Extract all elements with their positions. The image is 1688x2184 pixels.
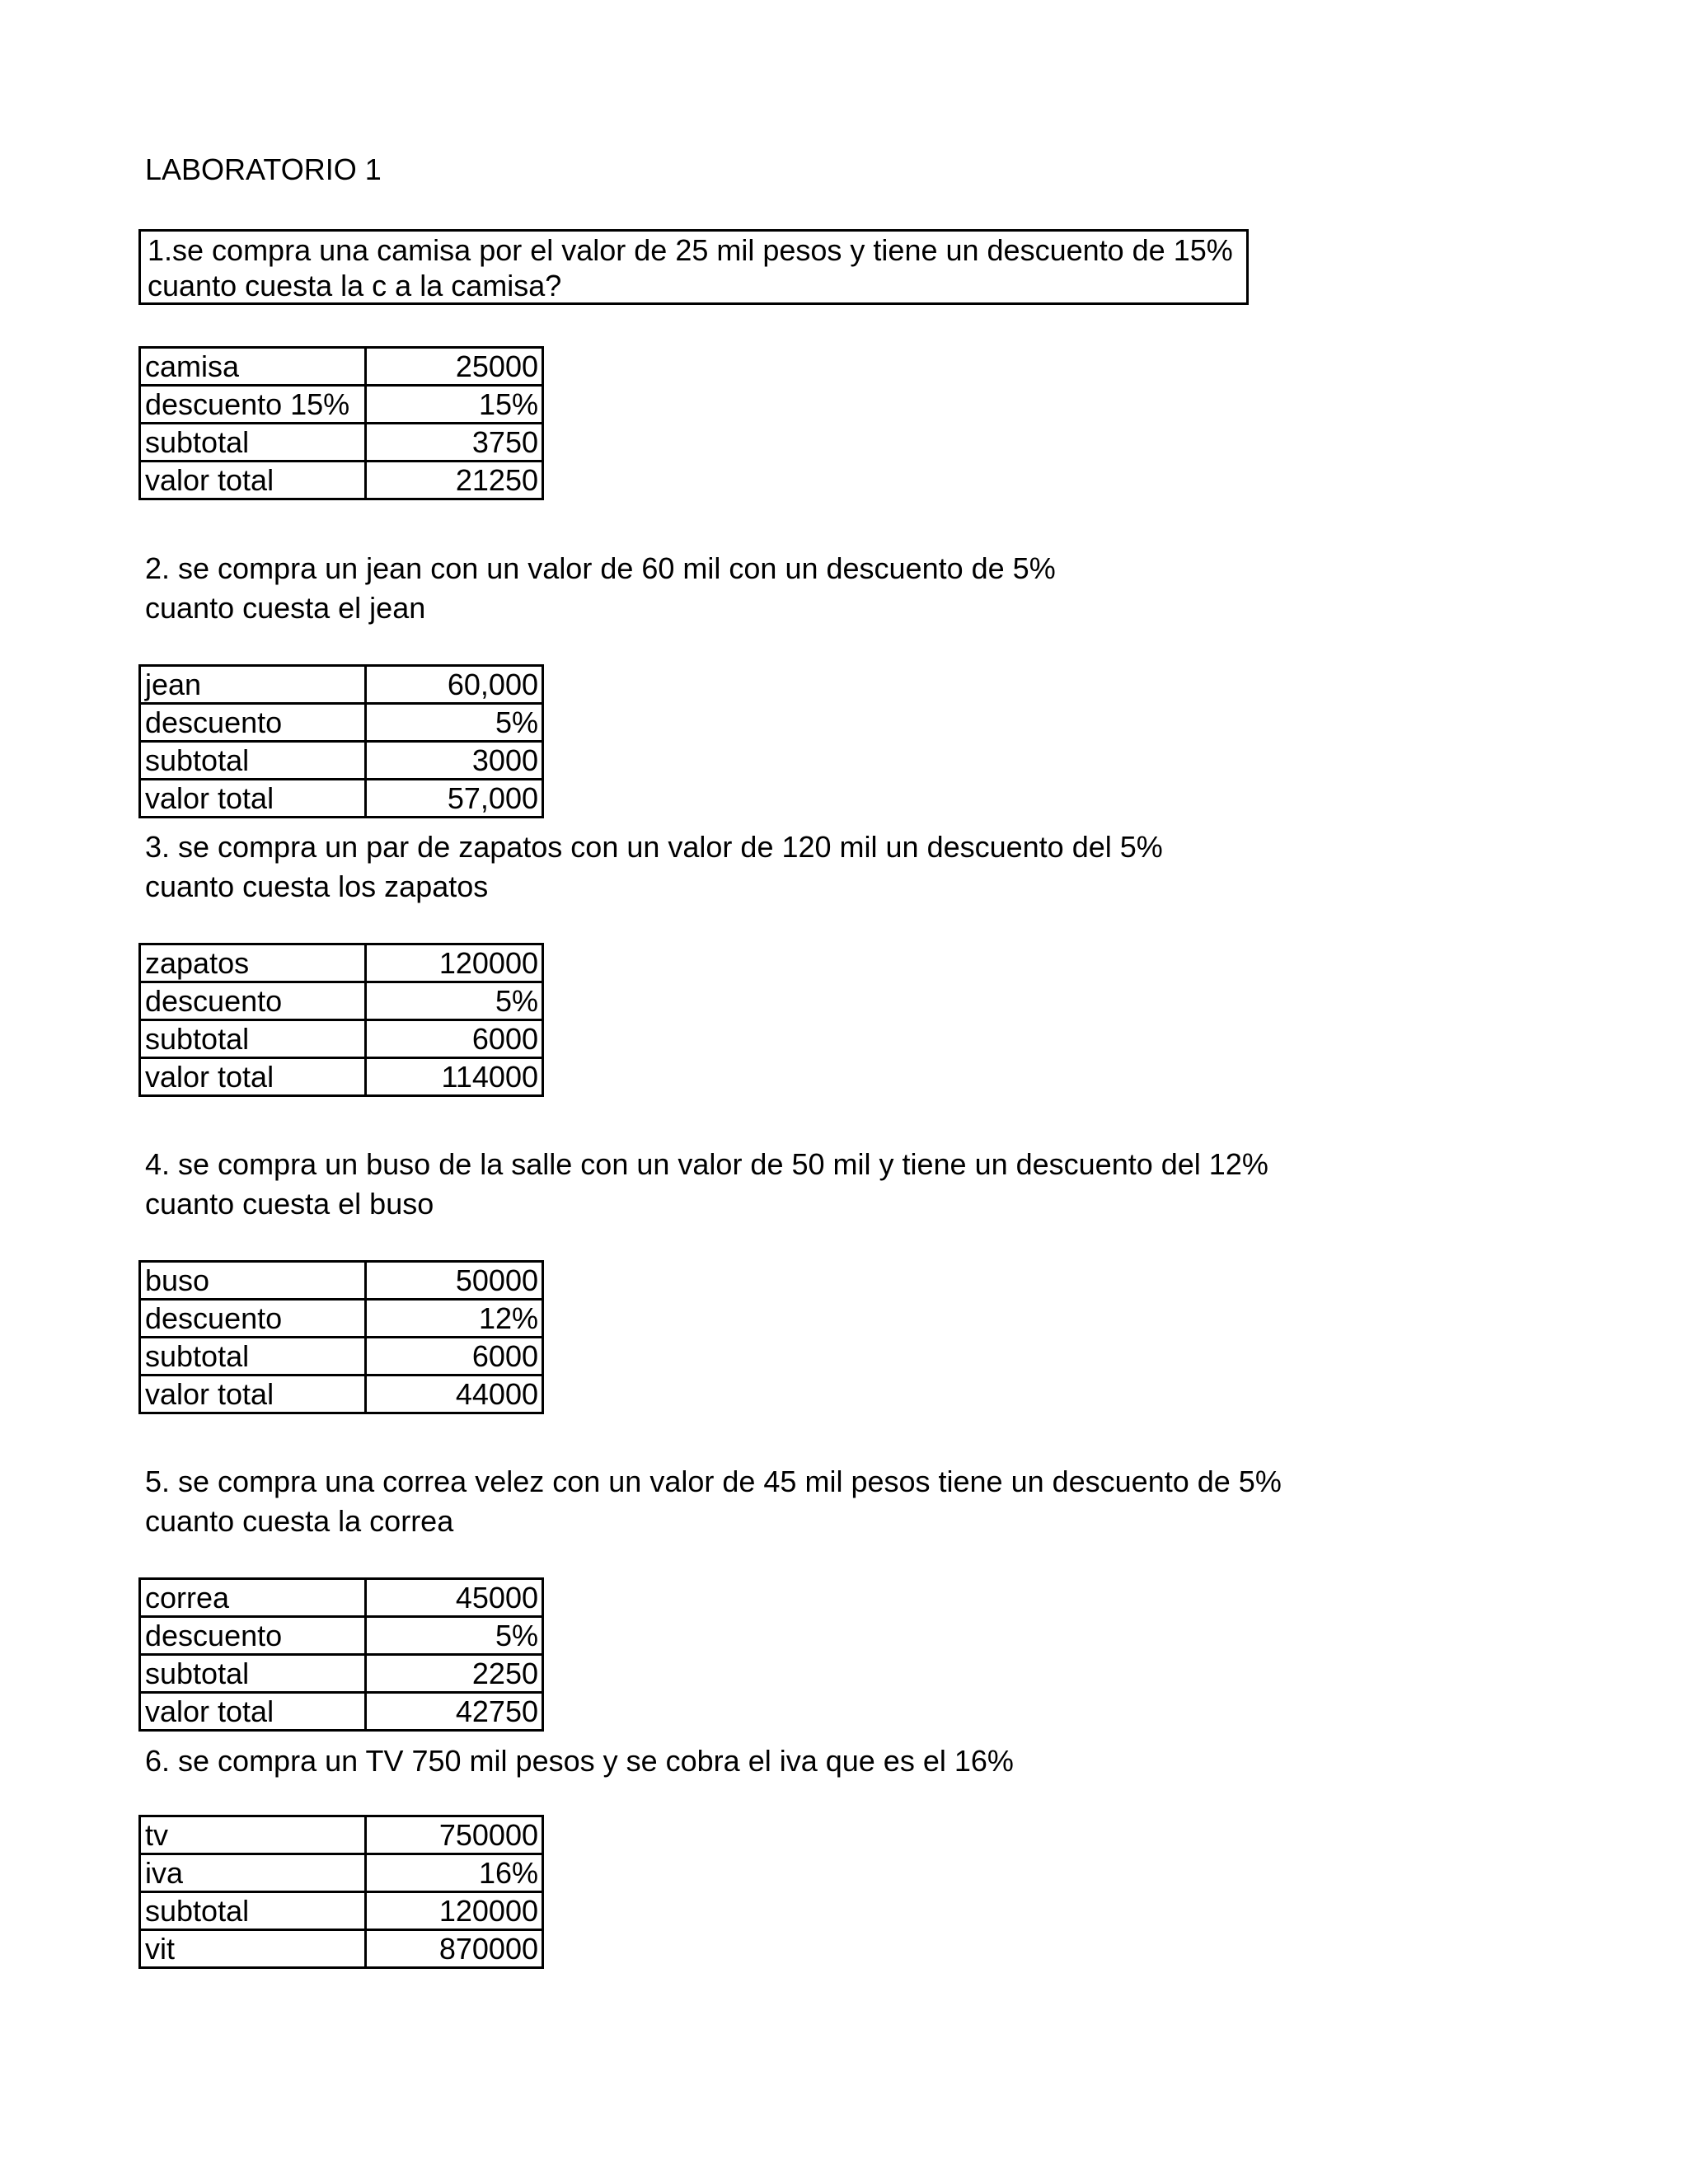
table-row [140,666,543,704]
problem-4-table [138,1260,544,1414]
row-value: 2250 [366,1655,543,1693]
row-label: descuento 15% [140,386,366,424]
table-row [140,742,543,780]
table-row [140,1693,543,1731]
problem-4-line-2: cuanto cuesta el buso [145,1187,434,1221]
problem-3-table [138,943,544,1097]
table-row [140,1376,543,1413]
row-label: subtotal [140,1020,366,1058]
row-value: 870000 [366,1930,543,1968]
table-row [140,1655,543,1693]
table-row [140,386,543,424]
row-value: 120000 [366,1892,543,1930]
row-value: 16% [366,1854,543,1892]
row-value: 5% [366,1617,543,1655]
row-label: valor total [140,1693,366,1731]
row-label: tv [140,1816,366,1854]
row-value: 750000 [366,1816,543,1854]
problem-5-table [138,1577,544,1732]
problem-6-table [138,1815,544,1969]
row-value: 60,000 [366,666,543,704]
row-value: 6000 [366,1338,543,1376]
problem-3-line-2: cuanto cuesta los zapatos [145,869,489,903]
row-value: 42750 [366,1693,543,1731]
row-value: 44000 [366,1376,543,1413]
table-row [140,1930,543,1968]
row-value: 12% [366,1300,543,1338]
table-row [140,1338,543,1376]
table-row [140,1058,543,1096]
row-label: valor total [140,780,366,818]
row-label: vit [140,1930,366,1968]
row-label: subtotal [140,1892,366,1930]
table-row [140,780,543,818]
problem-6-line-1: 6. se compra un TV 750 mil pesos y se cobra el iva que es el 16% [145,1744,1014,1778]
table-row [140,1854,543,1892]
problem-1-line-1: 1.se compra una camisa por el valor de 25 mil pesos y tiene un descuento de 15% [148,233,1233,267]
row-label: valor total [140,1376,366,1413]
table-row [140,1579,543,1617]
row-value: 25000 [366,348,543,386]
row-value: 50000 [366,1262,543,1300]
row-value: 5% [366,704,543,742]
row-label: jean [140,666,366,704]
row-label: subtotal [140,742,366,780]
row-label: descuento [140,1300,366,1338]
row-label: zapatos [140,944,366,982]
row-label: valor total [140,462,366,499]
row-value: 5% [366,982,543,1020]
row-value: 114000 [366,1058,543,1096]
table-row [140,424,543,462]
problem-1-statement-box [138,229,1249,305]
row-label: camisa [140,348,366,386]
problem-4-line-1: 4. se compra un buso de la salle con un valor de 50 mil y tiene un descuento del 12% [145,1147,1268,1181]
table-row [140,1262,543,1300]
problem-5-line-2: cuanto cuesta la correa [145,1504,454,1538]
row-value: 3750 [366,424,543,462]
problem-1-line-2: cuanto cuesta la c a la camisa? [148,269,562,302]
table-row [140,1617,543,1655]
row-label: valor total [140,1058,366,1096]
page-title: LABORATORIO 1 [145,152,382,186]
row-label: descuento [140,1617,366,1655]
row-value: 45000 [366,1579,543,1617]
table-row [140,1300,543,1338]
row-label: buso [140,1262,366,1300]
row-label: subtotal [140,1338,366,1376]
row-value: 3000 [366,742,543,780]
problem-2-line-1: 2. se compra un jean con un valor de 60 mil con un descuento de 5% [145,551,1056,585]
row-label: descuento [140,982,366,1020]
table-row [140,1892,543,1930]
problem-3-line-1: 3. se compra un par de zapatos con un valor de 120 mil un descuento del 5% [145,830,1163,864]
row-value: 15% [366,386,543,424]
row-label: correa [140,1579,366,1617]
row-value: 57,000 [366,780,543,818]
row-value: 120000 [366,944,543,982]
row-label: descuento [140,704,366,742]
problem-1-table [138,346,544,500]
table-row [140,704,543,742]
row-value: 21250 [366,462,543,499]
table-row [140,462,543,499]
row-label: subtotal [140,1655,366,1693]
problem-2-table [138,664,544,818]
table-row [140,348,543,386]
row-value: 6000 [366,1020,543,1058]
problem-5-line-1: 5. se compra una correa velez con un valor de 45 mil pesos tiene un descuento de 5% [145,1465,1282,1498]
table-row [140,982,543,1020]
row-label: iva [140,1854,366,1892]
table-row [140,1020,543,1058]
row-label: subtotal [140,424,366,462]
table-row [140,1816,543,1854]
table-row [140,944,543,982]
problem-2-line-2: cuanto cuesta el jean [145,591,426,625]
